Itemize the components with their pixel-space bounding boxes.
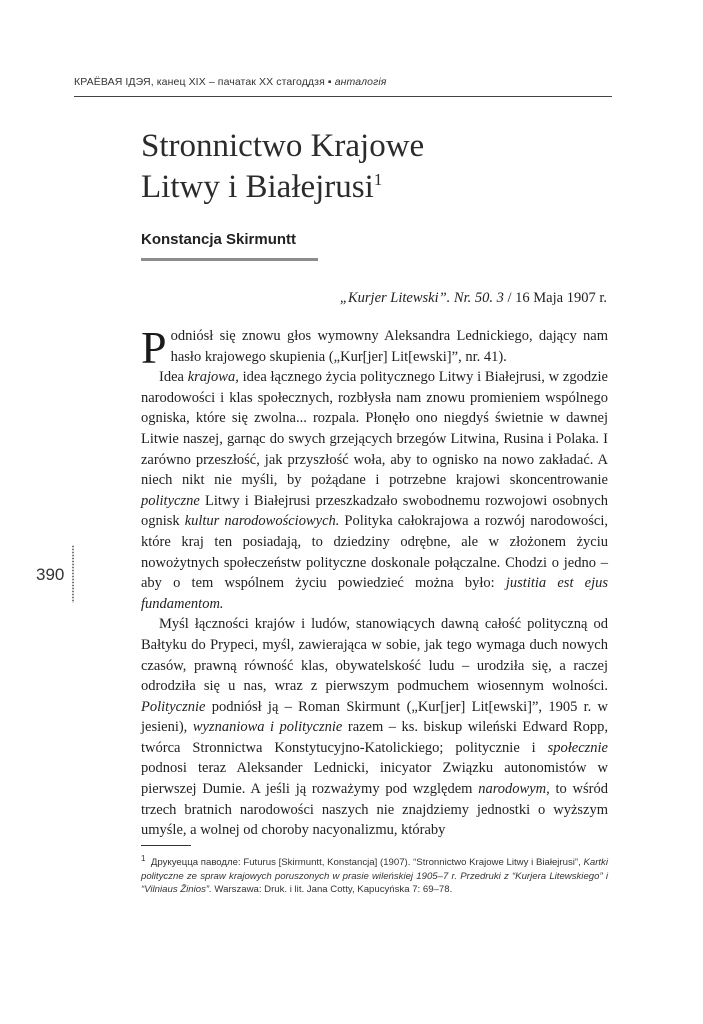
source-journal: „Kurjer Litewski”. Nr. 50. 3 [339,290,504,306]
p3-italic: Politycznie [141,698,206,715]
p2-text: idea łącznego życia politycznego Litwy i Białejrusi, w zgodzie narodowości i klas społecznych, rozbłysła nam znowu promieniem wspólnego ogniska, które się zwolna... rozpala. Płonęło ono niegdyś świetnie w dawnej Litwie naszej, garnąc do swych grzejących brzegów Litwina, Rusina i Polaka. I zarówno przeszłość, jak przyszłość woła, aby to ognisko na nowo zakładać. A niech nikt nie myśli, by pożądane i potrzebne krajowi skoncentrowanie [141,369,608,489]
p3-text: Myśl łączności krajów i ludów, stanowiących dawną całość polityczną od Bałtyku do Prypeci, myśl, zawierająca w sobie, jak tego wymaga duch nowych czasów, prawną równość klas, obywatelskość ludu – urodziła się, a raczej odrodziła się u nas, wraz z pierwszym podmuchem wiosennym wolności. [141,616,608,695]
running-head-section: анталогія [334,76,387,88]
title-line-2: Litwy i Białejrusi [141,169,374,205]
paragraph-1-text: odniósł się znowu głos wymowny Aleksandra Lednickiego, dający nam hasło krajowego skupienia („Kur[jer] Lit[ewski]”, nr. 41). [170,328,608,365]
p2-text: Polityka całokrajowa a rozwój narodowości, które kraj ten posiadają, to dziedziny odrębne, ale w złożonem życiu nowożytnych społeczeństw polityczne doskonale połączalne. Chodzi o jedno – aby o tem wspólnem życiu powiedzieć można było: [141,513,609,592]
paragraph-1 [141,322,608,373]
footnote [141,852,608,897]
page-number: 390 [36,565,65,584]
source-citation [340,290,607,307]
header-divider [74,96,612,97]
p3-text: razem – ks. biskup wileński Edward Ropp, twórca Stronnictwa Konstytucyjno-Katolickiego; politycznie i [141,719,608,756]
article-body [141,322,609,841]
source-date: / 16 Maja 1907 r. [503,290,607,306]
drop-cap: P [141,322,167,373]
p2-italic: polityczne [141,492,200,509]
p2-text: Idea [159,369,188,386]
running-head [74,76,614,88]
paragraph-2 [141,367,608,614]
article-title [141,126,601,208]
running-head-separator: ▪ [324,76,335,88]
author-name: Konstancja Skirmuntt [141,231,297,248]
footnote-text: Друкуецца паводле: Futurus [Skirmuntt, Konstancja] (1907). “Stronnictwo Krajowe Litwy i Białejrusi”, [150,857,584,869]
footnote-marker: 1 [141,854,146,863]
p2-text: Litwy i Białejrusi przeszkadzało swobodnemu rozwojowi osobnych ognisk [141,492,608,530]
p3-italic: narodowym, [478,781,550,798]
p2-italic: justitia est ejus fundamentom. [141,575,609,612]
running-head-title: КРАЁВАЯ ІДЭЯ, канец XIX – пачатак XX стагоддзя [74,76,325,88]
footnote-divider [141,845,191,846]
p3-text: to wśród trzech bratnich narodowości naszych nie znajdziemy jednostki o wyższym umyśle, a wolnej od choroby nacyonalizmu, któraby [141,781,608,839]
p2-italic: krajowa, [187,369,239,386]
footnote-italic-title: Kartki polityczne ze spraw krajowych poruszonych w prasie wileńskiej 1905–7 r. Przedruki z “Kurjera Litewskiego” i “Vilniaus Žinios”. [141,857,608,896]
author-divider [141,258,318,261]
p3-italic: wyznaniowa i politycznie [192,719,343,736]
paragraph-3 [141,614,608,841]
title-line-1: Stronnictwo Krajowe [141,128,425,164]
footnote-publisher: Warszawa: Druk. i lit. Jana Cotty, Kapucyńska 7: 69–78. [211,884,453,896]
p3-text: podniósł ją – Roman Skirmunt („Kur[jer] Lit[ewski]”, 1905 r. w jesieni), [141,698,608,736]
title-footnote-marker[interactable]: 1 [373,170,383,189]
p2-italic: kultur narodowościowych. [184,513,340,530]
p3-text: podnosi teraz Aleksander Lednicki, inicyator Związku autonomistów w pierwszej Dumie. A jeśli ją rozważymy pod względem [141,760,608,798]
page-number-dotted-rule [72,545,74,603]
p3-italic: społecznie [547,739,608,756]
